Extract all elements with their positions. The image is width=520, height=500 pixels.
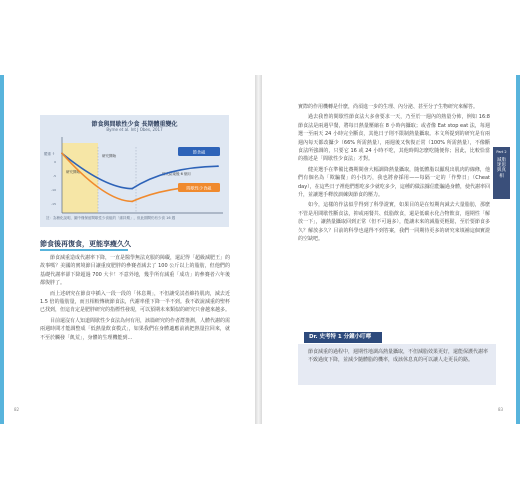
legend-intermittent-label: 間歇性少食組 xyxy=(186,185,212,191)
y-tick: -15 xyxy=(51,202,56,206)
series-point xyxy=(217,165,219,167)
y-axis-label: 體重 ↑ xyxy=(44,152,56,156)
study-phase-band xyxy=(62,143,98,213)
page-number-right: 83 xyxy=(498,407,504,412)
chart-plot xyxy=(40,115,229,227)
series-point xyxy=(131,201,133,203)
section-heading: 節食後再復食，更能享瘦久久 xyxy=(40,240,131,248)
annotation-study-start-left: 研究開始 xyxy=(66,170,80,174)
series-point xyxy=(131,188,133,190)
left-paragraph: 目前還沒有人知道間歇性少食法為何有用，該篇研究的作者群推測，人體代謝的需兩週時間才能調整成「低熱量飲食模式」，如果我們在身體適應前就把熱量拉回來，就不至於觸發「飢荒」，身體的生理機能到... xyxy=(40,317,231,341)
left-edge-bar xyxy=(0,75,4,424)
left-paragraph: 節食減重造成代謝率下降，一直是醫學無法克服的障礙，還記得「超級減肥王」的故事嗎？美國的實境節目讓重度肥胖的參賽者減去了 100 公斤以上的脂肪，但他們的基礎代謝率卻下降超過 700 大卡！不意外地，幾乎所有減重「成功」的參賽者六年後都復胖了。 xyxy=(40,255,231,287)
right-body xyxy=(298,103,490,244)
y-tick: 0 xyxy=(54,160,56,164)
chart-note: 註：為簡化說明，圖中僅保留間歇性少食組的「維持期」，但此期間仍有少食 16 週 xyxy=(46,216,176,220)
annotation-after-6-months: 研究結束後 6 個月 xyxy=(162,172,191,176)
annotation-study-start: 研究開始 xyxy=(102,154,116,158)
tip-text: 節食減重的過程中，週期性地調高熱量攝取，不但減脂效果更好，還能保護代謝率不致過度下降，並減少隨體脂的機率，成該休息真的可以讓人走更長的路。 xyxy=(308,349,489,364)
right-paragraph: 健美選手在準備比賽期間會大幅調降熱量攝取，隨低體脂以顯現出肌肉的線條，他們有個名為「欺騙餐」的小技巧，我也將會採用——每隔一定的「作弊日」（Cheat day），在這些日子裡他們想吃多少就吃多少，這種的做法據信能騙過身體，使代謝率回升，並讓選手釋放訓練與節食的壓力。 xyxy=(298,166,490,199)
side-tab-part: Part 2 xyxy=(496,150,507,154)
left-paragraph: 而上述研究在節食中插入一段一段的「休息期」，不但讓受試者維持肌肉，減去近 1.5 倍的脂肪量，而且相較傳統節食法，代謝率僅下降一半不到。我不敢說減重的聖杯已找到，但這肯定是肥胖研究的指標性發現，可以預期未來類似的研究只會越來越多。 xyxy=(40,290,231,314)
tip-box xyxy=(298,344,496,385)
right-edge-bar xyxy=(516,75,520,424)
right-paragraph: 如今，這樣的作法似乎得到了科學證實，如果目的是在短期內減去大量脂肪，那麼不管是用間歇性斷食法，抑或兩餐共、低脂飲食，還是低碳水化合物飲食，週期性「解放一下」，讓熱量攝取回到正常（但不可過多），能讓未來的減脂更輕鬆，至於要節食多久？解放多久？目前的科學也還得不到答案，我們一同期待更多的研究來填補這個實證的空缺吧。 xyxy=(298,202,490,243)
chapter-side-tab xyxy=(493,147,510,199)
tip-label: Dr. 史考特 1 分鐘小叮嚀 xyxy=(304,332,382,343)
series-point xyxy=(61,153,63,155)
legend-diet-label: 節食組 xyxy=(192,149,206,155)
y-tick: -5 xyxy=(53,174,56,178)
y-tick: -10 xyxy=(51,188,56,192)
side-tab-label: 減脂迷思與真相 xyxy=(497,158,506,179)
chart-title: 節食與間歇性少食 長期體重變化 xyxy=(91,121,178,128)
right-paragraph: 過去我曾的間歇性節食法大多會要求一天，乃至於一週內的熱量分佈，例如 16:8 節食法是兩週早餐，將每日熱量壓縮在 8 小時內攝取；或者像 Eat stop eat 法，每週選一至兩天 24 小時完全斷食，其他日子則不限制熱量攝取。本文所提到的研究是有兩週內每天都改攝少（66% 所需熱量），兩週後又恢復正常（100% 所需熱量），不像斷食法所強調的，只要它 16 或 24 小時不吃，其他時間怎麼吃隨便你；因此，比較恰當的描述是「間歇性少食法」才對。 xyxy=(298,114,490,163)
right-paragraph: 實際的作用機轉是什麼，尚須進一步的生理、內分泌、甚至分子生物研究來解答。 xyxy=(298,104,479,110)
page-number-left: 82 xyxy=(14,407,20,412)
chart-subtitle: Byrne et al. Int J Obes, 2017 xyxy=(106,127,163,132)
book-gutter xyxy=(255,75,262,424)
left-body xyxy=(40,254,230,342)
section-underline xyxy=(40,249,128,251)
weight-change-chart xyxy=(40,115,229,227)
